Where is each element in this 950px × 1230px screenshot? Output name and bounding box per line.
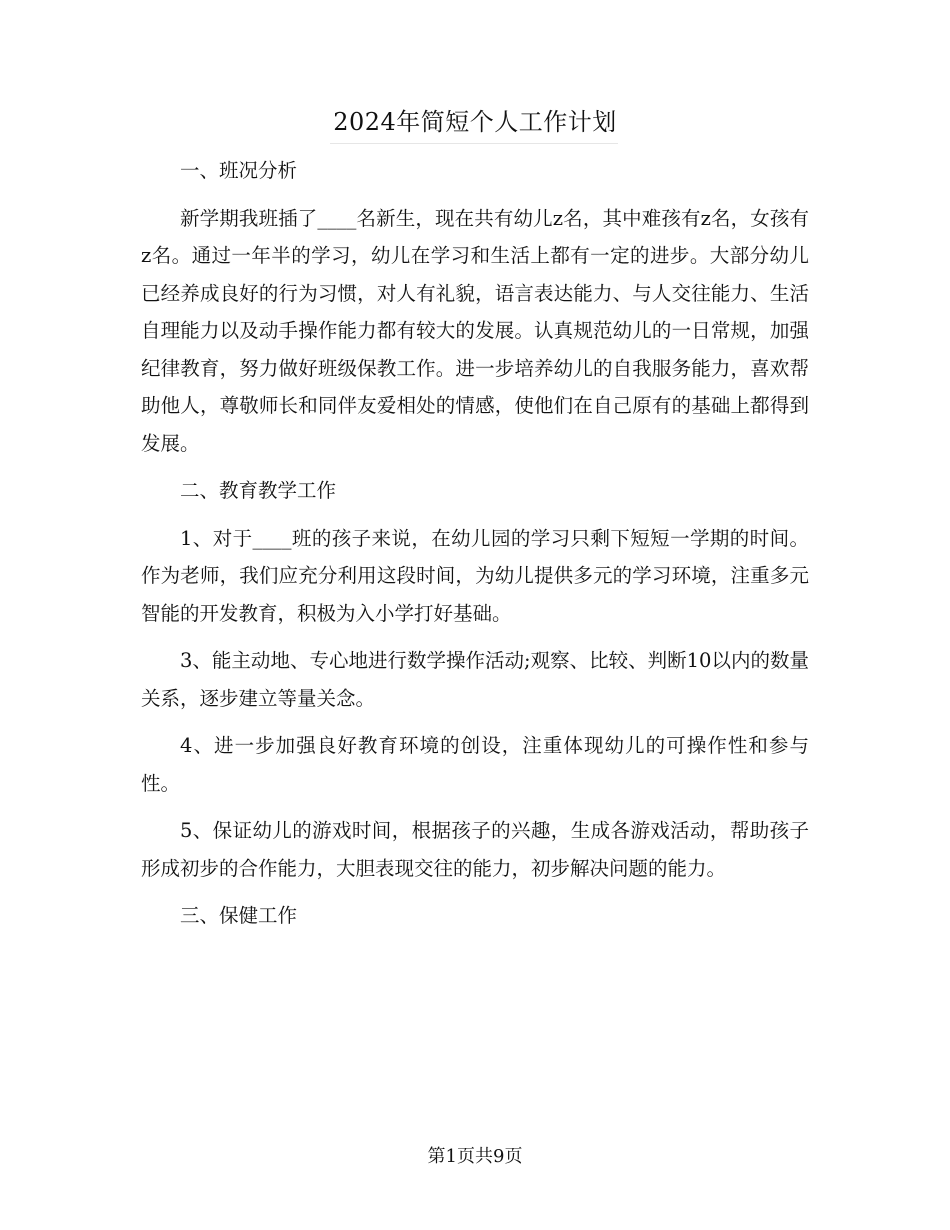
paragraph-item-5: 5、保证幼儿的游戏时间，根据孩子的兴趣，生成各游戏活动，帮助孩子形成初步的合作能力，大胆表现交往的能力，初步解决问题的能力。: [141, 819, 809, 880]
title-underline: [330, 143, 618, 144]
page-footer: 第1页共9页: [427, 1146, 523, 1167]
section-heading-class-analysis: 一、班况分析: [180, 159, 298, 182]
paragraph-item-3: 3、能主动地、专心地进行数学操作活动;观察、比较、判断10以内的数量关系，逐步建立等量关念。: [141, 649, 809, 710]
paragraph-item-4: 4、进一步加强良好教育环境的创设，注重体现幼儿的可操作性和参与性。: [141, 734, 809, 795]
document-title: 2024年简短个人工作计划: [333, 108, 617, 136]
paragraph-item-1: 1、对于____班的孩子来说，在幼儿园的学习只剩下短短一学期的时间。作为老师，我们应充分利用这段时间，为幼儿提供多元的学习环境，注重多元智能的开发教育，积极为入小学打好基础。: [141, 526, 809, 625]
paragraph-class-analysis: 新学期我班插了____名新生，现在共有幼儿z名，其中难孩有z名，女孩有z名。通过一年半的学习，幼儿在学习和生活上都有一定的进步。大部分幼儿已经养成良好的行为习惯，对人有礼貌，语言表达能力、与人交往能力、生活自理能力以及动手操作能力都有较大的发展。认真规范幼儿的一日常规，加强纪律教育，努力做好班级保教工作。进一步培养幼儿的自我服务能力，喜欢帮助他人，尊敬师长和同伴友爱相处的情感，使他们在自己原有的基础上都得到发展。: [141, 206, 809, 455]
section-heading-teaching-work: 二、教育教学工作: [180, 479, 337, 502]
document-body: [141, 152, 809, 945]
section-heading-health-work: 三、保健工作: [180, 904, 298, 927]
